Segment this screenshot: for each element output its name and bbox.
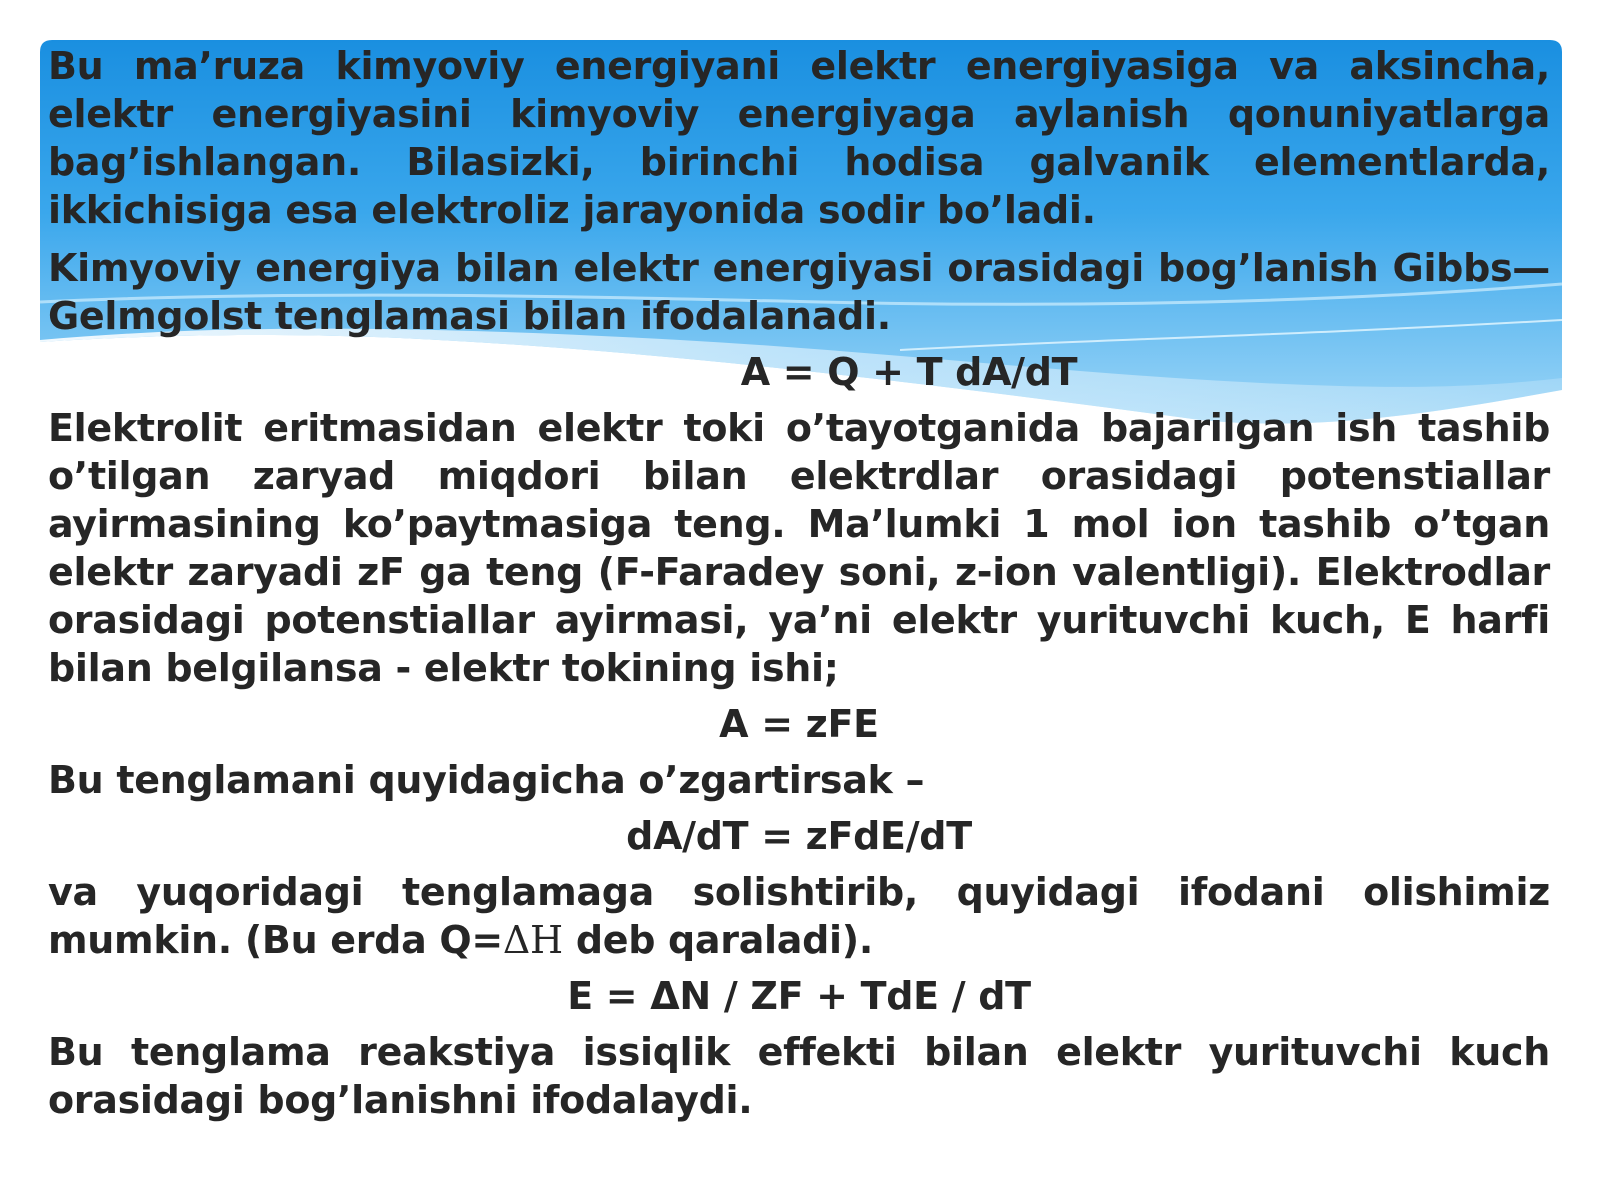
equation-gibbs-helmholtz: A = Q + T dA/dT [740, 350, 1078, 394]
intro-paragraph: Bu ma’ruza kimyoviy energiyani elektr energiyasiga va aksincha, elektr energiyasini kimyoviy energiyaga aylanish qonuniyatlarga bag’ishlangan. Bilasizki, birinchi hodisa galvanik elementlarda, ikkichisiga esa elektroliz jarayonida sodir bo’ladi. [48, 44, 1550, 232]
transform-paragraph: Bu tenglamani quyidagicha o’zgartirsak – [48, 758, 925, 802]
gibbs-paragraph: Kimyoviy energiya bilan elektr energiyasi orasidagi bog’lanish Gibbs—Gelmgolst tenglamasi bilan ifodalanadi. [48, 246, 1550, 338]
equation-derivative: dA/dT = zFdE/dT [626, 814, 972, 858]
delta-h-symbol: ΔH [502, 918, 563, 962]
slide-body [48, 42, 1550, 1124]
electrolyte-work-paragraph: Elektrolit eritmasidan elektr toki o’tayotganida bajarilgan ish tashib o’tilgan zaryad miqdori bilan elektrdlar orasidagi potenstiallar ayirmasining ko’paytmasiga teng. Ma’lumki 1 mol ion tashib o’tgan elektr zaryadi zF ga teng (F-Faradey soni, z-ion valentligi). Elektrodlar orasidagi potenstiallar ayirmasi, ya’ni elektr yurituvchi kuch, E harfi bilan belgilansa - elektr tokining ishi; [48, 406, 1550, 690]
conclusion-paragraph: Bu tenglama reakstiya issiqlik effekti bilan elektr yurituvchi kuch orasidagi bog’lanishni ifodalaydi. [48, 1030, 1550, 1122]
comparison-text-end: deb qaraladi). [562, 918, 873, 962]
equation-emf: E = ΔN / ZF + TdE / dT [567, 974, 1031, 1018]
comparison-paragraph [48, 868, 1550, 964]
equation-work: A = zFE [719, 702, 879, 746]
comparison-text-start: va yuqoridagi tenglamaga solishtirib, quyidagi ifodani olishimiz mumkin. (Bu erda Q= [48, 870, 1550, 962]
